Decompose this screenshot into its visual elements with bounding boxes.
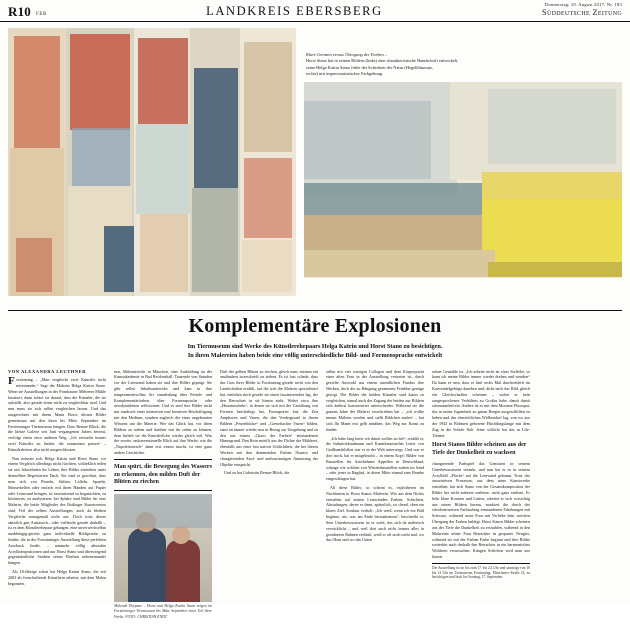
headline-block <box>0 304 630 365</box>
page-number: R10 <box>8 4 31 19</box>
artwork-right <box>304 82 622 278</box>
caption-line-1: Klare Grenzen versus Übergang der Farben – <box>306 52 387 57</box>
paragraph: Duft der gelben Blüten zu riechen, gleich man, meinen ein analändern isserscheidt zu stehen. Es ist fast schade, dass das Gras ihrer Bilder in Forstinning gerade nicht von den Landschaften erzählt, auf die sich die Malerin spezialisiert hat, entfalten doch gerade sie einen faszinierenden lag, der den Betrachter in sie hinein zieht. Wobei etwa ihre „Herzmuscheln“, in denen sie sich mit der Gestaltung von Formen beschäftigt hat, Formspuren fast die Zen Amphoren und Vasen, die den Vordergrund in ihrem Bildern „Feuerblücke“ und „Grenzbuchse Vasen“ bilden, samt an immer wieder neu in Bezug zur Umgebung und zu den aus einem „Chaos der Farben“ entstandenen Hintergrund. Den Rein entrifft aus der Dichte der Mählerei, ebenfalls aus einer fast naiven Schlichtheit, die bei diesen Werken mit den dommenden Farben Nuance und changierenden Azul- und anthrazitartigen Anmutung der Objekte entspricht. <box>220 368 318 467</box>
column-5 <box>432 369 530 624</box>
artwork-left <box>8 28 296 296</box>
subhead-1: Man spürt, die Bewegung des Wassers zu erkennen, den milden Duft der Blüten zu riechen <box>114 463 212 486</box>
footer-rule <box>432 563 530 564</box>
page-title: Komplementäre Explosionen <box>188 315 442 337</box>
standfirst <box>100 342 530 361</box>
subhead-2: Horst Stanos Bilder scheinen aus der Tiefe der Dunkelheit zu wachsen <box>432 442 527 457</box>
subhead-rule-2 <box>114 490 212 491</box>
standfirst-line-1: Im Tiermuseum sind Werke des Künstlerehepaars Helga Katrin und Horst Stano zu besichtigen. <box>187 343 443 350</box>
photo-credit: FOTO: CHRISTIAN ENDT <box>125 614 167 619</box>
paragraph: „Ich habe lang herte ich damit wollen zu bel“, erzählt er, die Industriekaufmann und Kunstkenntnichet Leiter von Großhandelsflen war er in der Welt unterwegs. Und war er dort noch, hat er mitgebracht – in einem Kopf: Bilder von Baustellen für Autobahnen Appellen in Deutschland, solange wie solchen von Wüstenbaustellen mitten im Sand – oder jener in Bagdad, in deren Mitte einmal eine Bombe eingeschlagen hat. <box>326 435 424 482</box>
masthead-right <box>542 2 622 18</box>
paragraph: Nun müssen sich Helga Katrin und Horst Stano vor einem Vergleich allerdings nicht fürchten, schließlich teilen sie seit Jahrzehnten ihr Leben, ihre Bilder entstehen unter demselben Begeisterten Dach, Sie sind es gewöhnt, dass man sich von Pinseln, Stiften, Löffeln, Spateln, Masserkellen oder einfach mit ihren Händen auf Papier oder Leinwand bringen, ist faszinierend zu begutachten, zu kritisieren, zu analysieren; bei Sphäre sind Bilder für eine Malerin, die beide Mitglieder des Rotlinger Kunstvereins sind, Teil der selben Ausstellungen, auch da bleiben Vergleiche naturgemäß nicht aus. Doch trotz dieses sämtlich gen Austausch– oder vielleicht gerade deshalb – ist es dem Künstlerehepaar gelungen, eine unverwechselbar unabhängig-gereizt ganz individuelle Bildsprache zu finden, die in der Forstinninger Ausstellung diese perfekten Ausdruck findet. – nunmehr völlig abstrakte Acrylkompositionen und nur Horst Stano und überwiegend gegenständliche Studien seiner Ehefrau nebeneinander hängen. <box>8 455 106 566</box>
headline-rule <box>8 310 622 311</box>
column-2 <box>114 369 212 624</box>
column-4 <box>326 369 424 624</box>
section-title: LANDKREIS EBERSBERG <box>206 3 383 18</box>
paragraph: selbst mit vier witzigen Collagen und dem Körperpoträt einer alten Frau in der Ausstellung vertreten ist, durch gezielte Auswahl aus einem unendlichen Fundus ihre Werken, doch der zu Hängung gesammen Feinblue genüge gezogt. Die Bilder der beiden Künstler sind kaum zu vergleichen, zumal auch der Zugang der beiden zur Bildern sich äußerst konstruierter unterscheidet. Während sie die ganzen Jahre der Malerei verschrieben hat – „ich wollte immer Mälerin werden und stellt Bildchen malen“ – hat sich Ihr Mann erst gelb annähen, das Weg zur Kunst zu finden. <box>326 368 424 432</box>
photo-caption <box>114 604 212 620</box>
article-body <box>0 365 630 631</box>
paragraph: Als 18-Jährige schon hat Helga Katrin Stano, die seit 2003 als freischaffende Künstlerin arbeitet, mit dem Malen begonnen. <box>8 569 106 586</box>
paragraph: All diese Bilder, so scheint es, explodieren im Nachhinein in Horst Stanos Malerein. Wie aus dem Nichts entstehen auf seinen Leinwänden Farben; Schichten, Abstufungen, deren er dann, späterlich, zu chend, sben ein klares Ziel. Struktur verholt: „Ich weiß, wenn ich ein Bild beginne, nie, was am Ende herauskommt“, beschreibt er, Sein Unterbewusstsein ist es wohl, das sich da malerisch verwirklicht – und weil dort auch nicht immer alles in geordneten Bahnen verläuft, weiß er oft noch nicht mal, wo das Oben und wo das Unten <box>326 485 424 543</box>
image-band <box>0 22 630 304</box>
paragraph: Forstinning – „Man vergleicht zwei Künstler nicht miteinander.“ Sagt die Malerin Helga Katrin Stano. Wenn sie Ausstellungen in der Firmhauser Mehrerer Mühle kuratiert, dann achtet sie darauf, dass die Künstler, die sie aufstellt, also gerade einen nicht zu vergleichbar sind. Und nun muss sie sich selbst vergleichen lassen. Und das ausgerechnet mit ihrem Mann Horst, dessen Bilder gemeinsam mit den ihren his Mitte September im Forstinninger Tiermuseum hängen. Dass Renate Blöck, die die kleine Galerie seit Juni vergangenen Jahres betreut, verfolgt einen etwa anderen Weg. „Ich versuche immer zwei Künstler zu finden, die zusammen passen“ – Künstlerbetreu also nicht ausgeschlossen. <box>8 375 106 452</box>
standfirst-line-2: In ihren Malereien haben beide eine völlig unterschiedliche Bild- und Formensprache entwickelt <box>187 352 443 360</box>
issue-date: Donnerstag, 10. August 2017, Nr. 183 <box>545 1 622 7</box>
photo-couple <box>114 494 212 602</box>
page-section-label: FEB <box>36 12 47 17</box>
paragraph: Und zu hat Galeristin Renate Blöck, die <box>224 470 290 476</box>
paper-logo: Süddeutsche Zeitung <box>541 7 622 18</box>
byline: VON ALEXANDRA LEUTHNER <box>8 368 87 374</box>
artwork-right-column <box>304 28 622 304</box>
paragraph: seiner Gemälde ist. „Ich arbeite nicht an einer Staffelei, so kann ich meine Bilder immer wieder drehen und wenden“ Da kann es sein, dass er fünf sechs Mal durchschleift im Karwendelgebirge daneben und, dicht nach das Bild, gleich ein Gleichschaffen scheinen – wobei er kein ausgesprochenes Verhältnis zu Großas habe, damit damit schmunzelnd ein. Andere ist es mit dem Moment Flussspat, das in seiner Jugendzeit zu genau Bergen ausgeschliffen zu haben und das oberächlichen Wölkendorf lag, von wo aus der 1943 in Böhmen geborene Flüchtlingslange mit dem Zug in die Schule floh. Jener schlicht hat das in Lile-Tönené. <box>432 368 530 438</box>
masthead-left <box>8 5 47 18</box>
artwork-caption <box>304 28 622 82</box>
masthead <box>0 0 630 22</box>
photo-caption-text: Malende Ehepaar – Horst und Helga Katrin Stano zeigen im Forstinninger Tiermuseum bis Mitte September eines Teil ihrer Werke. <box>114 604 212 619</box>
paragraph: nen, Malunterricht in München, eine Ausbildung an der Kunstakademie in Bad Reichenhall, Tausende von Stunden vor der Leinwand haben sie und ihre Bilder geprägt. Sie gibt selbst Inhaltsunterricht und kam in ihre temperamentvollen Art stundenlang über Feinde- und Komplementärfarben, über Formensprache oder aerodynärbeten reflexionen. Und es sind ihre Bilder nicht nur ausdruck einer intensiven und kreativen Beschäftigung mit den Medium, sondern zugleich der eines ungebrauten Wissens um die Materie. Wer das Glück hat, vor ihren Bildern zu stehen und darüber mit ihr reden zu können, dem lächelt sie die Künstlerliche wieder gleich viel. Was der zweite, unkonventionelle Blick auf ihre Werke, wie die „Napoleitonesch“ dann erst einem macht, ist eine ganz andere Geschichte. <box>114 368 212 455</box>
paragraph: changierende Farbspiel das Gemisten in seinem Unterbewusstsein verankt, und nun hat er es in seinem Acrylbild „Flucht“ auf die Leinwand gebannt. Trotz des assoziativen Prozesses, aus dem seine Kunstwerke entstehen, hat sich Stano von der Gesamtkomposition der Bilder her nicht mehrere mehrere, nicht ganz entfernt. Er liebt klare Kontren und Linien, arbeitet er sich vorsichtig aus seines Bildern heraus, markiert die durch des schichtenweisen Farbauftrag entstandenen Erhebungen mit Schwarz, während seine Frau mit Verliebe dem weichen Übergang der Farben huldigt. Horst Stanos Bilder scheinen aus der Tiefe die Dunkelheit zu erstrahlen, während in den Malereien seiner Frau Betrachter in gesparter Neugier, während sie mit der Farben Farbe beginnt und ihre Bilder weiterhin auch deshalb den Betrachter in ein harmonisches Wohlsein verursachen. Küngen Schichen wird man aus lassen. <box>432 460 530 559</box>
caption-line-4: rechts) mit impressionistischer Farbgebung. <box>306 71 384 77</box>
caption-line-2: Horst Stano hat in seinen Bildern (links) eine charakteristische Handschrift entwickelt, <box>306 58 459 64</box>
column-3 <box>220 369 318 624</box>
caption-line-3: seine Helga Katrin Stano frühe der Schichten der Natur (Hegelklinzsatz, <box>306 64 434 70</box>
column-1 <box>8 369 106 624</box>
subhead-rule <box>114 459 212 460</box>
exhibition-info: Die Ausstellung ist im bis zum 17. bis 24. Uhr und samstags von 10 bis 14 Uhr im Tiermuseum Forstinning, Münchener Straße 24, zu besichtigen und läuft bis Sonntag, 17. September. <box>432 565 530 580</box>
